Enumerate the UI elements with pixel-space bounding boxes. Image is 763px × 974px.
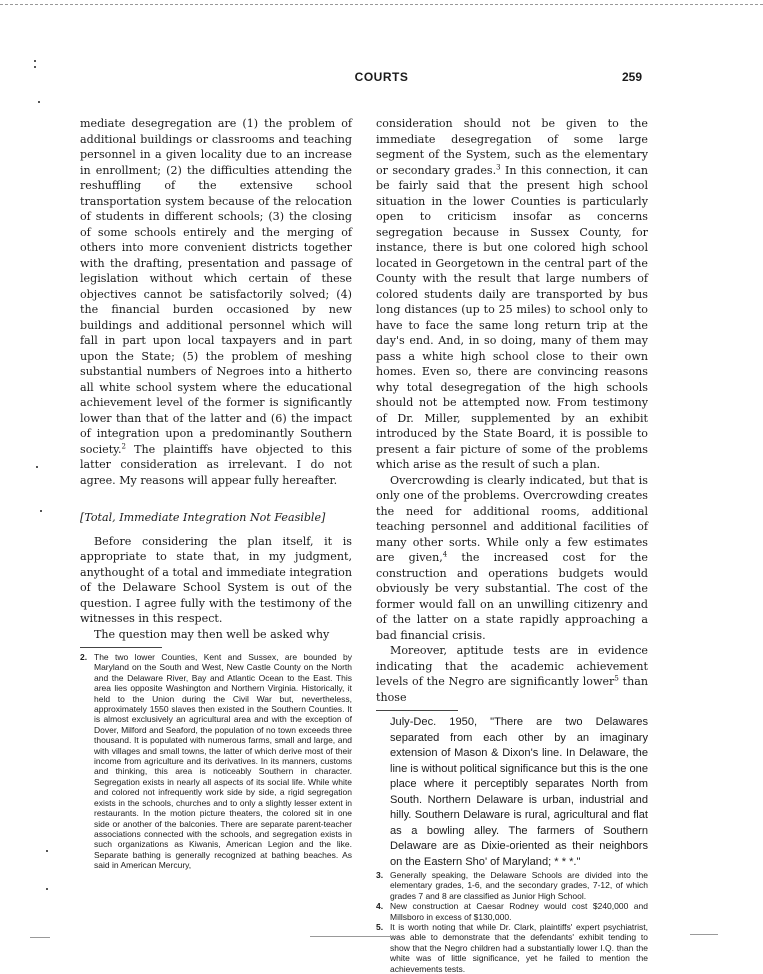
- footnote-divider: [376, 710, 458, 711]
- footnote-ref-4[interactable]: 4: [442, 550, 448, 559]
- paragraph-aptitude: Moreover, aptitude tests are in evidence indicating that the academic achievement levels of the Negro are significantly lower$^5$ than those: [376, 644, 648, 704]
- paragraph-consideration: consideration should not be given to the immediate desegregation of some large segment of the System, such as the elementary or secondary grades.$^3$ In this connection, it can be fairly said that the present high school situation in the lower Counties is particularly open to criticism insofar as concerns segregation because in Sussex County, for instance, there is but one colored high school located in Georgetown in the central part of the County with the result that large numbers of colored students daily are transported by bus long distances (up to 25 miles) to school only to have to face the same long return trip at the day's end. And, in so doing, many of them may pass a white high school close to their own homes. Even so, there are convincing reasons why total desegregation of the high schools should not be attempted now. From testimony of Dr. Miller, supplemented by an exhibit introduced by the State Board, it is possible to present a fair picture of some of the problems which arise as the result of such a plan.: [376, 117, 648, 471]
- paragraph-overcrowding: Overcrowding is clearly indicated, but that is only one of the problems. Overcrowding creates the need for additional rooms, additional teaching personnel and additional facilities of many other sorts. While only a few estimates are given,$^4$ the increased cost for the construction and operations budgets would obviously be very substantial. The cost of the former would fall on an unwilling citizenry and of the latter on a state rapidly approaching a bad financial crisis.: [376, 473, 648, 642]
- running-head-title: COURTS: [354, 70, 409, 84]
- scan-bottom-mark: [30, 937, 50, 938]
- scan-top-border: [0, 4, 763, 5]
- footnotes-left: [80, 652, 352, 871]
- footnote-2: [80, 652, 352, 871]
- section-subheading: [Total, Immediate Integration Not Feasible]: [80, 511, 326, 524]
- footnote-ref-2[interactable]: 2: [121, 441, 126, 450]
- paragraph-question: The question may then well be asked why: [94, 627, 330, 641]
- footnote-3: [376, 870, 648, 901]
- footnote-text: Generally speaking, the Delaware Schools are divided into the elementary grades, 1-6, and the secondary grades, 7-12, of which grades 7 and 8 are classified as Junior High School.: [390, 870, 648, 901]
- scan-speck: [46, 888, 48, 890]
- footnote-5: [376, 922, 648, 974]
- footnote-ref-3[interactable]: 3: [496, 162, 501, 171]
- paragraph-continuation: mediate desegregation are (1) the problem of additional buildings or classrooms and teaching personnel in a given locality due to an increase in enrollment; (2) the difficulties attending the reshuffling of the extensive school transportation system because of the relocation of students in different schools; (3) the closing of some schools entirely and the merging of others into more convenient districts together with the drafting, presentation and passage of legislation without which certain of these objectives cannot be satisfactorily solved; (4) the financial burden occasioned by new buildings and additional personnel which will fall in part upon local taxpayers and in part upon the State; (5) the problem of meshing substantial numbers of Negroes into a hitherto all white school system where the educational achievement level of the former is significantly lower than that of the latter and (6) the impact of integration upon a predominantly Southern society.$^2$ The plaintiffs have objected to this latter consideration as irrelevant. I do not agree. My reasons will appear fully hereafter.: [80, 117, 352, 487]
- scan-speck: [40, 510, 42, 512]
- footnote-2-continuation: July-Dec. 1950, "There are two Delawares separated from each other by an imaginary extension of Mason & Dixon's line. In Delaware, the line is without political significance but this is the one place where it perceptibly separates North from South. Northern Delaware is urban, industrial and hilly. Southern Delaware is rural, agricultural and flat as a bowling alley. The farmers of Southern Delaware are as Dixie-oriented as their neighbors on the Eastern Sho' of Maryland; * * *.": [390, 716, 648, 868]
- page-number: 259: [622, 70, 643, 84]
- scan-speck: [36, 466, 38, 468]
- scan-bottom-mark: [690, 934, 718, 935]
- scan-speck: [34, 60, 36, 62]
- footnote-ref-5[interactable]: 5: [614, 674, 619, 683]
- footnote-number: 2.: [80, 652, 88, 662]
- scan-speck: [34, 66, 36, 68]
- scan-speck: [46, 850, 48, 852]
- scan-bottom-mark: [310, 936, 400, 937]
- left-column: [80, 116, 352, 871]
- footnote-number: 3.: [376, 870, 384, 880]
- footnote-text: New construction at Caesar Rodney would cost $240,000 and Millsboro in excess of $130,000.: [390, 901, 648, 922]
- footnote-number: 4.: [376, 901, 384, 912]
- paragraph-feasibility: Before considering the plan itself, it is appropriate to state that, in my judgment, anythought of a total and immediate integration of the Delaware School System is out of the question. I agree fully with the testimony of the witnesses in this respect.: [80, 534, 352, 625]
- footnotes-right: [376, 715, 648, 974]
- footnote-number: 5.: [376, 922, 384, 933]
- footnote-text: The two lower Counties, Kent and Sussex, are bounded by Maryland on the South and West, New Castle County on the North and the Delaware River, Bay and Atlantic Ocean to the East. This area lies opposite Washington and Northern Virginia. Historically, it held to the Union during the Civil War but, nevertheless, approximately 1550 slaves then existed in the Southern Counties. It is almost exclusively an agricultural area and with the exception of Dover, Milford and Seaford, the population of no town exceeds three thousand. It is populated with numerous farms, small and large, and with villages and small towns, the latter of which derive most of their income from agriculture and its derivatives. In its manners, customs and thinking, this area is noticeably Southern in character. Segregation exists in nearly all aspects of its social life. While white and colored not infrequently work side by side, a rigid segregation exists in the schools, churches and to only a slightly lesser extent in restaurants. In the motion picture theaters, the colored sit in one side or another of the balconies. There are separate parent-teacher associations connected with the schools, and segregation exists in such organizations as Kiwanis, American Legion and the like. Separate bathing is generally recognized at bathing beaches. As said in American Mercury,: [94, 652, 352, 871]
- scan-speck: [38, 101, 40, 103]
- footnote-4: [376, 901, 648, 922]
- right-column: [376, 116, 648, 974]
- footnote-divider: [80, 647, 162, 648]
- footnote-text: It is worth noting that while Dr. Clark, plaintiffs' expert psychiatrist, was able to demonstrate that the defendants' exhibit tending to show that the Negro children had a substantially lower I.Q. than the white was of little significance, yet he failed to mention the achievements tests.: [390, 922, 648, 974]
